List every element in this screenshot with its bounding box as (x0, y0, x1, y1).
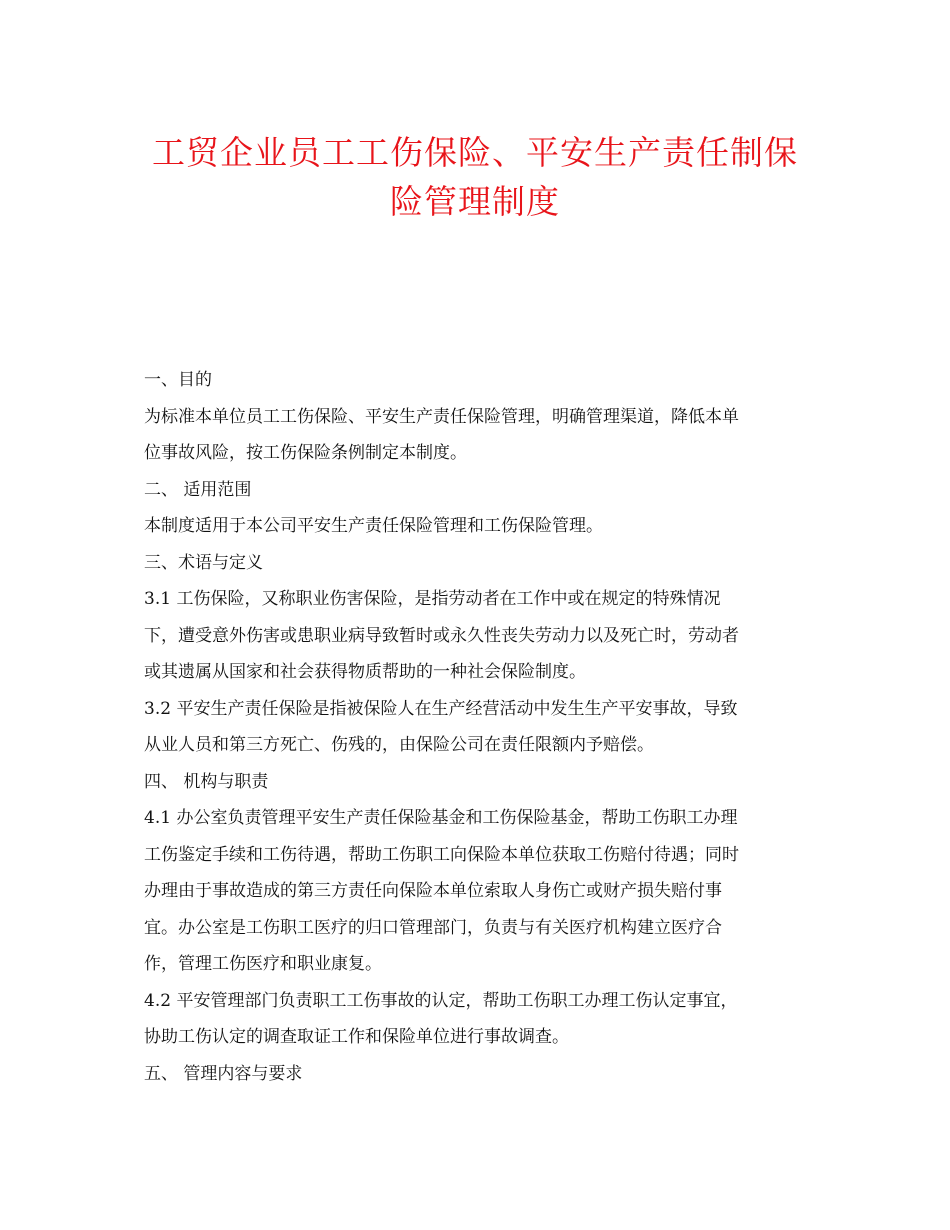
body-line: 3.2 平安生产责任保险是指被保险人在生产经营活动中发生生产平安事故，导致 (144, 698, 738, 719)
body-line: 3.1 工伤保险，又称职业伤害保险，是指劳动者在工作中或在规定的特殊情况 (144, 589, 721, 609)
body-line: 从业人员和第三方死亡、伤残的，由保险公司在责任限额内予赔偿。 (144, 735, 654, 755)
document-body (144, 362, 808, 1092)
section-heading-organization: 四、 机构与职责 (144, 771, 269, 792)
body-line: 工伤鉴定手续和工伤待遇，帮助工伤职工向保险本单位获取工伤赔付待遇；同时 (144, 844, 739, 865)
body-line: 协助工伤认定的调查取证工作和保险单位进行事故调查。 (144, 1027, 569, 1047)
title-line-2: 险管理制度 (390, 182, 560, 221)
section-heading-management: 五、 管理内容与要求 (144, 1063, 303, 1084)
document-title (100, 128, 850, 226)
section-heading-scope: 二、 适用范围 (144, 479, 252, 500)
body-line: 为标准本单位员工工伤保险、平安生产责任保险管理，明确管理渠道，降低本单 (144, 406, 739, 427)
body-line: 下，遭受意外伤害或患职业病导致暂时或永久性丧失劳动力以及死亡时，劳动者 (144, 625, 739, 646)
section-heading-definitions: 三、术语与定义 (144, 552, 263, 573)
body-line: 4.1 办公室负责管理平安生产责任保险基金和工伤保险基金，帮助工伤职工办理 (144, 808, 738, 828)
body-line: 本制度适用于本公司平安生产责任保险管理和工伤保险管理。 (144, 516, 603, 536)
body-line: 4.2 平安管理部门负责职工工伤事故的认定，帮助工伤职工办理工伤认定事宜， (144, 990, 738, 1011)
body-line: 位事故风险，按工伤保险条例制定本制度。 (144, 443, 467, 463)
body-line: 宜。办公室是工伤职工医疗的归口管理部门，负责与有关医疗机构建立医疗合 (144, 917, 722, 938)
section-heading-purpose: 一、目的 (144, 370, 212, 390)
body-line: 办理由于事故造成的第三方责任向保险本单位索取人身伤亡或财产损失赔付事 (144, 881, 722, 901)
body-line: 或其遗属从国家和社会获得物质帮助的一种社会保险制度。 (144, 662, 586, 682)
title-line-1: 工贸企业员工工伤保险、平安生产责任制保 (152, 133, 798, 172)
body-line: 作，管理工伤医疗和职业康复。 (144, 954, 382, 974)
